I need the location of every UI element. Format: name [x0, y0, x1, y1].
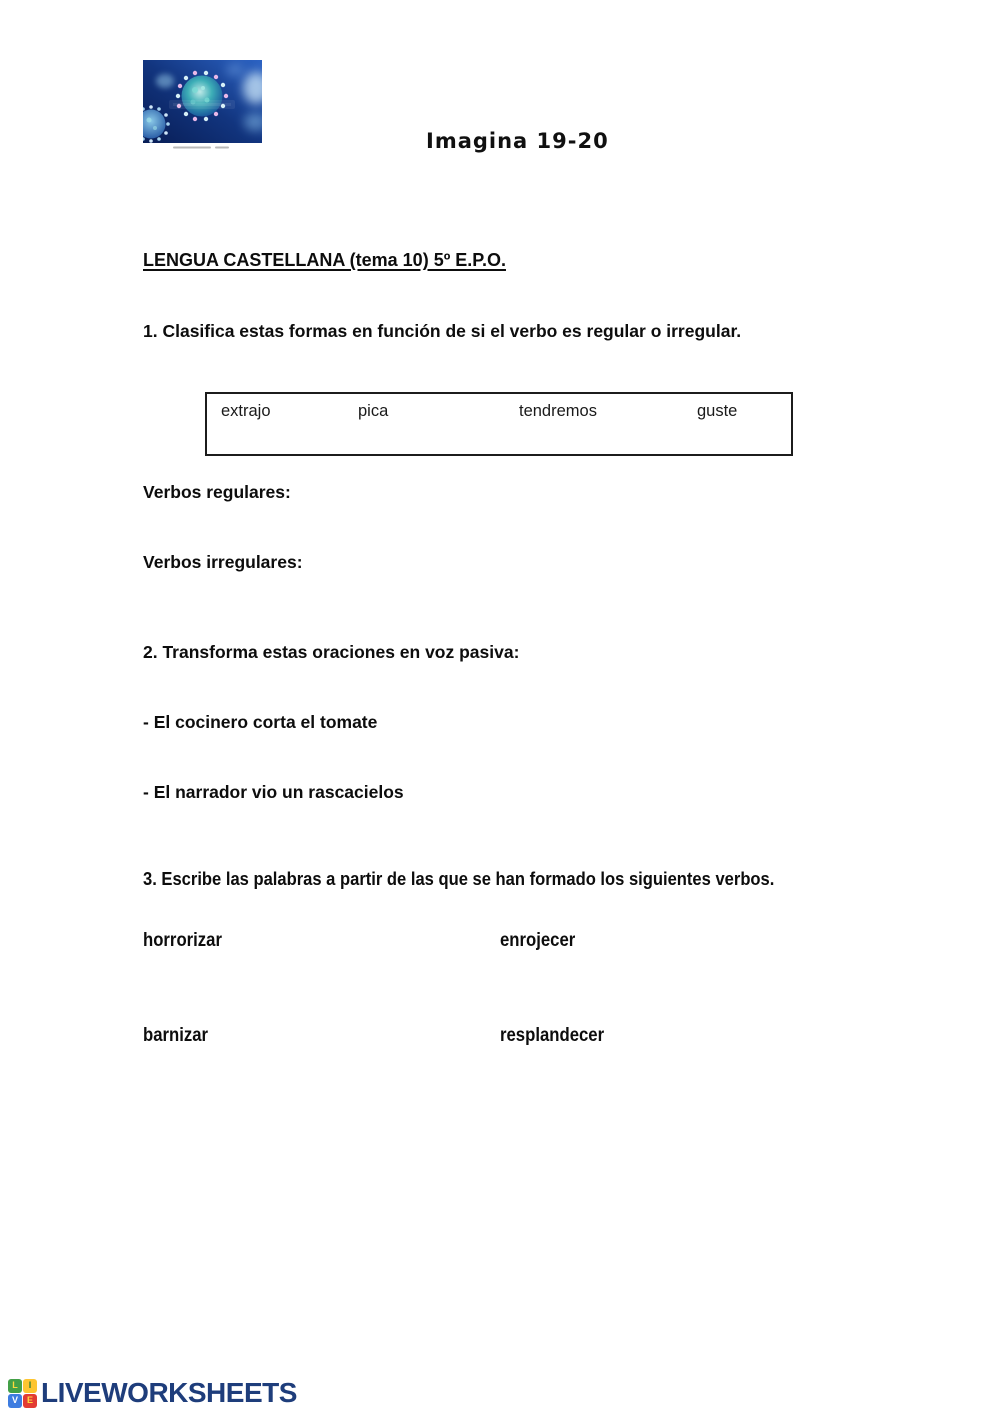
- liveworksheets-logo[interactable]: [8, 1377, 297, 1409]
- word-bank-item: extrajo: [221, 402, 271, 420]
- question-2-sentence: - El narrador vio un rascacielos: [143, 782, 404, 802]
- irregular-verbs-label: Verbos irregulares:: [143, 552, 303, 572]
- logo-cell-v: V: [8, 1394, 22, 1408]
- question-3-verb: enrojecer: [500, 930, 576, 951]
- liveworksheets-wordmark: LIVEWORKSHEETS: [41, 1377, 297, 1408]
- logo-cell-i: I: [23, 1379, 37, 1393]
- word-bank-item: guste: [697, 402, 738, 420]
- question-2-prompt: 2. Transforma estas oraciones en voz pasiva:: [143, 642, 520, 662]
- document-title: Imagina 19-20: [426, 129, 609, 153]
- coronavirus-image: [143, 60, 262, 152]
- word-bank-box: [205, 392, 793, 456]
- worksheet-heading: LENGUA CASTELLANA (tema 10) 5º E.P.O.: [143, 250, 506, 270]
- question-3-verb: horrorizar: [143, 930, 222, 951]
- word-bank-item: pica: [358, 402, 389, 420]
- question-1-prompt: 1. Clasifica estas formas en función de si el verbo es regular o irregular.: [143, 321, 742, 341]
- regular-verbs-label: Verbos regulares:: [143, 482, 291, 502]
- question-2-sentence: - El cocinero corta el tomate: [143, 712, 378, 732]
- question-3-verb: resplandecer: [500, 1025, 605, 1046]
- liveworksheets-grid-icon: [8, 1379, 37, 1408]
- word-bank-item: tendremos: [519, 402, 597, 420]
- coronavirus-illustration: [143, 60, 262, 152]
- question-3-prompt: 3. Escribe las palabras a partir de las que se han formado los siguientes verbos.: [143, 869, 775, 889]
- logo-cell-l: L: [8, 1379, 22, 1393]
- question-3-verb: barnizar: [143, 1025, 209, 1046]
- logo-cell-e: E: [23, 1394, 37, 1408]
